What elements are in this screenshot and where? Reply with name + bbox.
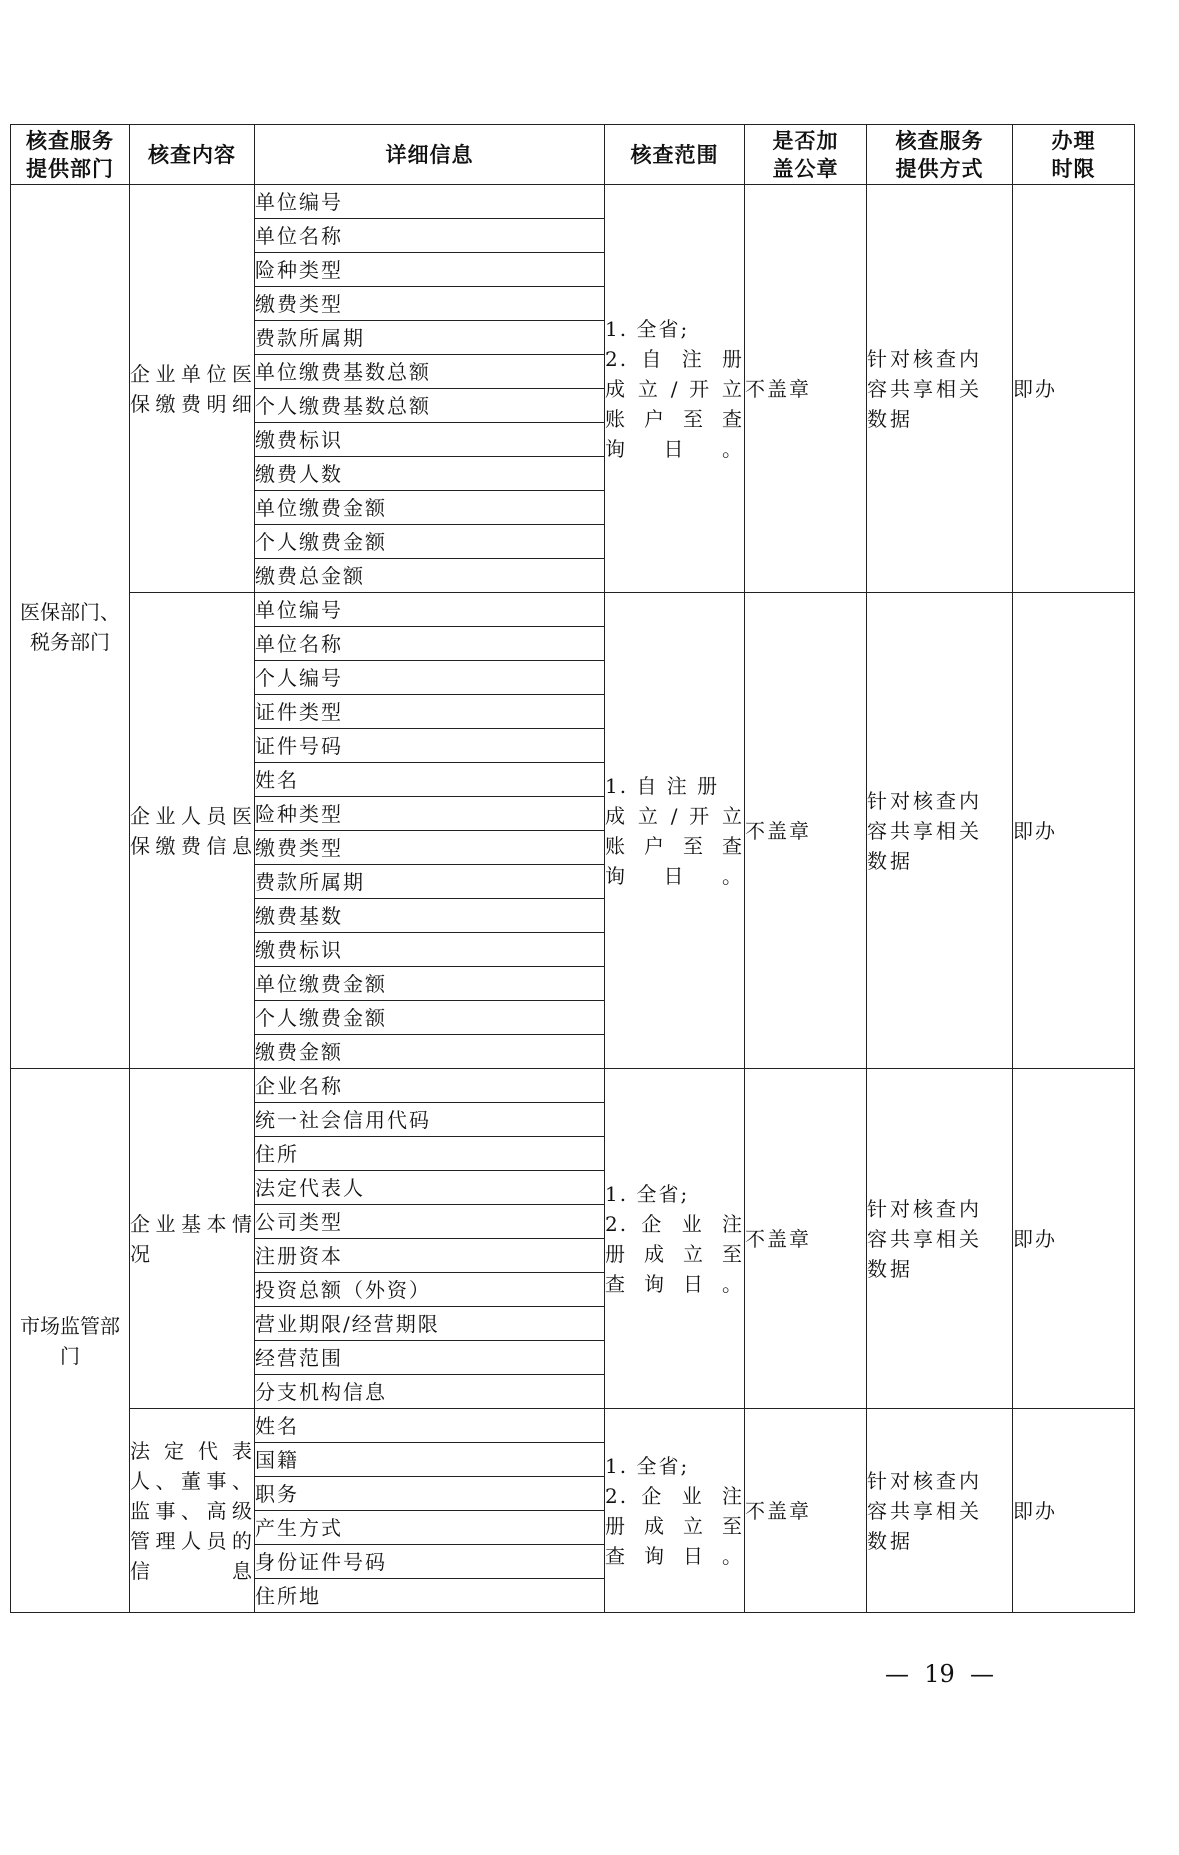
header-label-line: 详细信息	[385, 142, 474, 167]
scope-cell	[605, 1409, 745, 1613]
scope-cell	[605, 593, 745, 1069]
time-limit-cell: 即办	[1013, 1409, 1135, 1613]
header-label-line: 核查范围	[630, 142, 719, 167]
method-line: 数据	[867, 848, 913, 873]
method-line: 针对核查内	[867, 1468, 982, 1493]
detail-cell: 身份证件号码	[255, 1545, 605, 1579]
content-cell: 企业单位医保缴费明细	[130, 185, 255, 593]
detail-cell: 缴费金额	[255, 1035, 605, 1069]
header-label-line: 办理	[1051, 128, 1096, 153]
table-body	[11, 185, 1135, 1613]
header-content	[130, 125, 255, 185]
scope-line: 成 立 / 开 立	[605, 376, 744, 401]
method-line: 数据	[867, 1256, 913, 1281]
header-seal	[745, 125, 867, 185]
detail-cell: 企业名称	[255, 1069, 605, 1103]
detail-cell: 费款所属期	[255, 865, 605, 899]
scope-cell	[605, 185, 745, 593]
verification-table	[10, 124, 1135, 1613]
method-line: 针对核查内	[867, 346, 982, 371]
time-limit-cell: 即办	[1013, 1069, 1135, 1409]
method-line: 数据	[867, 1528, 913, 1553]
scope-line: 成 立 / 开 立	[605, 803, 744, 828]
scope-cell	[605, 1069, 745, 1409]
content-cell: 企业人员医保缴费信息	[130, 593, 255, 1069]
header-label-line: 提供部门	[26, 156, 114, 181]
detail-cell: 费款所属期	[255, 321, 605, 355]
detail-cell: 公司类型	[255, 1205, 605, 1239]
detail-cell: 缴费总金额	[255, 559, 605, 593]
department-cell: 市场监管部门	[11, 1069, 130, 1613]
table-row	[11, 1069, 1135, 1103]
content-cell: 法定代表人、董事、监事、高级管理人员的信息	[130, 1409, 255, 1613]
header-scope	[605, 125, 745, 185]
detail-cell: 姓名	[255, 763, 605, 797]
detail-cell: 缴费标识	[255, 933, 605, 967]
detail-cell: 单位编号	[255, 593, 605, 627]
detail-cell: 住所地	[255, 1579, 605, 1613]
header-label-line: 提供方式	[895, 156, 984, 181]
seal-cell: 不盖章	[745, 593, 867, 1069]
method-line: 容共享相关	[867, 376, 982, 401]
method-line: 容共享相关	[867, 818, 982, 843]
method-line: 针对核查内	[867, 788, 982, 813]
method-line: 容共享相关	[867, 1498, 982, 1523]
detail-cell: 险种类型	[255, 797, 605, 831]
method-line: 容共享相关	[867, 1226, 982, 1251]
detail-cell: 姓名	[255, 1409, 605, 1443]
detail-cell: 营业期限/经营期限	[255, 1307, 605, 1341]
department-cell: 医保部门、税务部门	[11, 185, 130, 1069]
header-label-line: 核查服务	[895, 128, 984, 153]
method-line: 针对核查内	[867, 1196, 982, 1221]
scope-line: 账 户 至 查	[605, 406, 744, 431]
scope-line: 账 户 至 查	[605, 833, 744, 858]
scope-line: 1. 全省;	[605, 316, 690, 341]
time-limit-cell: 即办	[1013, 593, 1135, 1069]
header-label-line: 盖公章	[772, 156, 839, 181]
method-line: 数据	[867, 406, 913, 431]
detail-cell: 个人编号	[255, 661, 605, 695]
detail-cell: 缴费标识	[255, 423, 605, 457]
detail-cell: 法定代表人	[255, 1171, 605, 1205]
seal-cell: 不盖章	[745, 1409, 867, 1613]
header-label-line: 是否加	[772, 128, 839, 153]
header-label-line: 核查服务	[26, 128, 114, 153]
detail-cell: 国籍	[255, 1443, 605, 1477]
header-label-line: 时限	[1051, 156, 1096, 181]
scope-line: 询日。	[605, 863, 744, 888]
scope-line: 册 成 立 至	[605, 1513, 744, 1538]
scope-line: 1. 自 注 册	[605, 773, 720, 798]
detail-cell: 险种类型	[255, 253, 605, 287]
scope-line: 查询日。	[605, 1271, 744, 1296]
detail-cell: 住所	[255, 1137, 605, 1171]
detail-cell: 单位编号	[255, 185, 605, 219]
detail-cell: 个人缴费金额	[255, 1001, 605, 1035]
header-method	[867, 125, 1013, 185]
header-department	[11, 125, 130, 185]
scope-line: 查询日。	[605, 1543, 744, 1568]
scope-line: 册 成 立 至	[605, 1241, 744, 1266]
seal-cell: 不盖章	[745, 185, 867, 593]
scope-line: 2. 企 业 注	[605, 1211, 744, 1236]
detail-cell: 单位缴费基数总额	[255, 355, 605, 389]
detail-cell: 职务	[255, 1477, 605, 1511]
detail-cell: 投资总额（外资）	[255, 1273, 605, 1307]
method-cell	[867, 1409, 1013, 1613]
detail-cell: 注册资本	[255, 1239, 605, 1273]
detail-cell: 缴费类型	[255, 831, 605, 865]
detail-cell: 产生方式	[255, 1511, 605, 1545]
table-row	[11, 1409, 1135, 1443]
content-cell: 企业基本情况	[130, 1069, 255, 1409]
detail-cell: 缴费基数	[255, 899, 605, 933]
scope-line: 询日。	[605, 436, 744, 461]
detail-cell: 统一社会信用代码	[255, 1103, 605, 1137]
detail-cell: 分支机构信息	[255, 1375, 605, 1409]
detail-cell: 单位名称	[255, 627, 605, 661]
detail-cell: 单位缴费金额	[255, 967, 605, 1001]
seal-cell: 不盖章	[745, 1069, 867, 1409]
header-label-line: 核查内容	[148, 142, 236, 167]
detail-cell: 经营范围	[255, 1341, 605, 1375]
detail-cell: 个人缴费金额	[255, 525, 605, 559]
method-cell	[867, 1069, 1013, 1409]
detail-cell: 单位名称	[255, 219, 605, 253]
detail-cell: 证件号码	[255, 729, 605, 763]
scope-line: 1. 全省;	[605, 1453, 690, 1478]
time-limit-cell: 即办	[1013, 185, 1135, 593]
header-details	[255, 125, 605, 185]
detail-cell: 证件类型	[255, 695, 605, 729]
page-number: — 19 —	[885, 1660, 995, 1688]
table-header-row	[11, 125, 1135, 185]
scope-line: 1. 全省;	[605, 1181, 690, 1206]
scope-line: 2. 企 业 注	[605, 1483, 744, 1508]
table-row	[11, 185, 1135, 219]
detail-cell: 缴费人数	[255, 457, 605, 491]
method-cell	[867, 593, 1013, 1069]
scope-line: 2. 自 注 册	[605, 346, 744, 371]
detail-cell: 个人缴费基数总额	[255, 389, 605, 423]
table-row	[11, 593, 1135, 627]
detail-cell: 单位缴费金额	[255, 491, 605, 525]
detail-cell: 缴费类型	[255, 287, 605, 321]
method-cell	[867, 185, 1013, 593]
header-time-limit	[1013, 125, 1135, 185]
